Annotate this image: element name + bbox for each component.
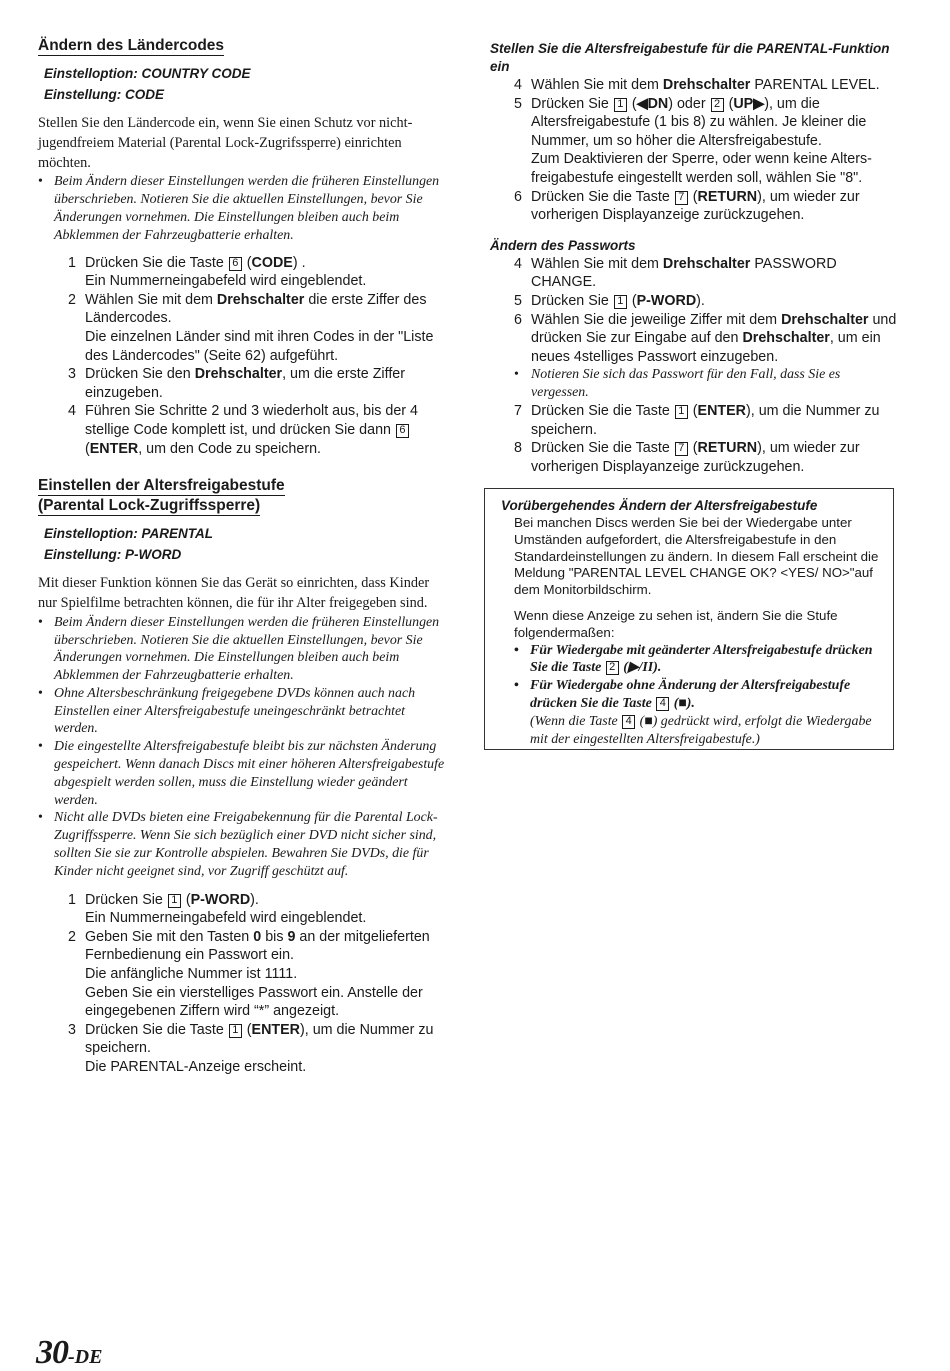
section-title-country-code: Ändern des Ländercodes [38,37,225,54]
subsection-title-level: Stellen Sie die Altersfreigabestufe für die PARENTAL-Funktion ein [490,41,890,74]
key-icon: 4 [656,697,669,711]
step-item: 5 Drücken Sie 1 (P-WORD). [514,292,705,309]
key-icon: 7 [675,442,688,456]
note-list [38,614,450,881]
step-item: 2 Geben Sie mit den Tasten 0 bis 9 an der mitgelieferten Fernbedienung ein Passwort ein. Die anfängliche Nummer ist 1111. Geben Sie ein vierstelliges Passwort ein. Anstelle der eingegebenen Ziffern wird “*” angezeigt. [68,928,430,1020]
key-icon: 2 [711,98,724,112]
setting-option: Einstelloption: COUNTRY CODE [44,66,251,81]
info-box-item: • Für Wiedergabe mit geänderter Altersfreigabestufe drücken Sie die Taste 2 (▶/II). [514,642,881,678]
info-box-paragraph: Wenn diese Anzeige zu sehen ist, ändern Sie die Stufe folgendermaßen: [514,607,838,640]
temporary-change-info-box [484,488,894,750]
step-list [38,254,450,459]
info-box-item: • Für Wiedergabe ohne Änderung der Altersfreigabestufe drücken Sie die Taste 4 (■). (Wenn die Taste 4 (■) gedrückt wird, erfolgt die Wiedergabe mit der eingestellten Altersfreigabestufe.) [514,677,881,748]
step-item: 4 Führen Sie Schritte 2 und 3 wiederholt aus, bis der 4 stellige Code komplett ist, und drücken Sie dann 6 (ENTER, um den Code zu speichern. [68,403,418,457]
play-pause-icon: ▶/II [627,660,654,676]
key-icon: 2 [606,661,619,675]
step-item: 6 Wählen Sie die jeweilige Ziffer mit dem Drehschalter und drücken Sie zur Eingabe auf den Drehschalter, um ein neues 4stelliges Passwort einzugeben. [514,311,897,365]
key-icon: 1 [168,894,181,908]
step-item: 3 Drücken Sie die Taste 1 (ENTER), um die Nummer zu speichern. Die PARENTAL-Anzeige erscheint. [68,1021,434,1075]
step-item: 1 Drücken Sie die Taste 6 (CODE) . Ein Nummerneingabefeld wird eingeblendet. [68,254,367,290]
step-list [490,255,900,477]
note-item: • Nicht alle DVDs bieten eine Freigabekennung für die Parental Lock-Zugriffssperre. Wenn Sie sich bezüglich einer DVD nicht sicher sind, sollten Sie sie zur Kontrolle abspielen. Bewahren Sie DVDs, die für Kinder nicht geeignet sind, vor Zugriff geschützt auf. [38,809,450,880]
info-box-title: Vorübergehendes Ändern der Altersfreigabestufe [501,498,818,513]
step-list [38,891,450,1077]
page-number: 30-DE [36,1334,103,1371]
info-box-list [501,642,881,749]
right-column [490,40,900,476]
step-item: 3 Drücken Sie den Drehschalter, um die erste Ziffer einzugeben. [68,366,406,401]
setting-options [38,64,450,105]
note-item: • Beim Ändern dieser Einstellungen werden die früheren Einstellungen überschrieben. Notieren Sie die aktuellen Einstellungen, bevor Sie Änderungen vornehmen. Die Einstellungen bleiben auch beim Abklemmen der Fahrzeugbatterie erhalten. [38,173,450,244]
key-icon: 4 [622,715,635,729]
key-icon: 1 [614,98,627,112]
note-item: • Die eingestellte Altersfreigabestufe bleibt bis zur nächsten Änderung gespeichert. Wenn danach Discs mit einer höheren Altersfreigabestufe abgespielt werden sollen, muss die Einstellung wieder geändert werden. [38,738,450,809]
subsection-title-password: Ändern des Passworts [490,237,636,253]
step-list [490,76,900,225]
step-item: 1 Drücken Sie 1 (P-WORD). Ein Nummerneingabefeld wird eingeblendet. [68,891,367,927]
key-icon: 1 [229,1024,242,1038]
step-item: 4 Wählen Sie mit dem Drehschalter PARENTAL LEVEL. [514,77,880,93]
stop-icon: ■ [644,713,653,729]
key-icon: 7 [675,191,688,205]
step-item: 5 Drücken Sie 1 (◀DN) oder 2 (UP▶), um die Altersfreigabestufe (1 bis 8) zu wählen. Je kleiner die Nummer, um so höher die Altersfreigabestufe. Zum Deaktivieren der Sperre, oder wenn keine Alters-freigabestufe eingestellt werden soll, wählen Sie "8". [514,95,872,186]
step-item: 2 Wählen Sie mit dem Drehschalter die erste Ziffer des Ländercodes. Die einzelnen Länder sind mit ihren Codes in der "Liste des Ländercodes" (Seite 62) aufgeführt. [68,291,434,364]
note-item: • Beim Ändern dieser Einstellungen werden die früheren Einstellungen überschrieben. Notieren Sie die aktuellen Einstellungen, bevor Sie Änderungen vornehmen. Die Einstellungen bleiben auch beim Abklemmen der Fahrzeugbatterie erhalten. [38,614,450,685]
setting-options [38,524,450,565]
step-item: 4 Wählen Sie mit dem Drehschalter PASSWORD CHANGE. [514,255,837,291]
key-icon: 6 [396,424,409,438]
step-item: 8 Drücken Sie die Taste 7 (RETURN), um wieder zur vorherigen Displayanzeige zurückzugehen. [514,440,860,475]
info-box-paragraph: Bei manchen Discs werden Sie bei der Wiedergabe unter Umständen aufgefordert, die Altersfreigabestufe in den Standardeinstellungen zu ändern. In diesem Fall erscheint die Meldung "PARENTAL LEVEL CHANGE OK? <YES/ NO>"auf dem Monitorbildschirm. [514,515,879,598]
intro-paragraph: Stellen Sie den Ländercode ein, wenn Sie einen Schutz vor nicht-jugendfreiem Material (Parental Lock-Zugrifssperre) einrichten möchten. [38,115,413,171]
step-item: 7 Drücken Sie die Taste 1 (ENTER), um die Nummer zu speichern. [514,402,880,438]
setting-value: Einstellung: CODE [44,86,165,102]
left-column [38,36,450,1077]
setting-option: Einstelloption: PARENTAL [44,526,213,542]
note-item: • Notieren Sie sich das Passwort für den Fall, dass Sie es vergessen. [514,367,841,401]
key-icon: 1 [675,405,688,419]
step-item: 6 Drücken Sie die Taste 7 (RETURN), um wieder zur vorherigen Displayanzeige zurückzugehen. [514,188,860,224]
stop-icon: ■ [678,695,687,711]
intro-paragraph: Mit dieser Funktion können Sie das Gerät so einrichten, dass Kinder nur Spielfilme betrachten können, die für ihr Alter freigegeben sind. [38,575,430,611]
note-item: • Ohne Altersbeschränkung freigegebene DVDs können auch nach Einstellen einer Altersfreigabestufe uneingeschränkt betrachtet werden. [38,685,450,738]
note-list [38,173,450,244]
key-icon: 1 [614,295,627,309]
setting-value: Einstellung: P-WORD [44,546,182,562]
key-icon: 6 [229,257,242,271]
section-title-parental: Einstellen der Altersfreigabestufe (Parental Lock-Zugriffssperre) [38,477,285,515]
